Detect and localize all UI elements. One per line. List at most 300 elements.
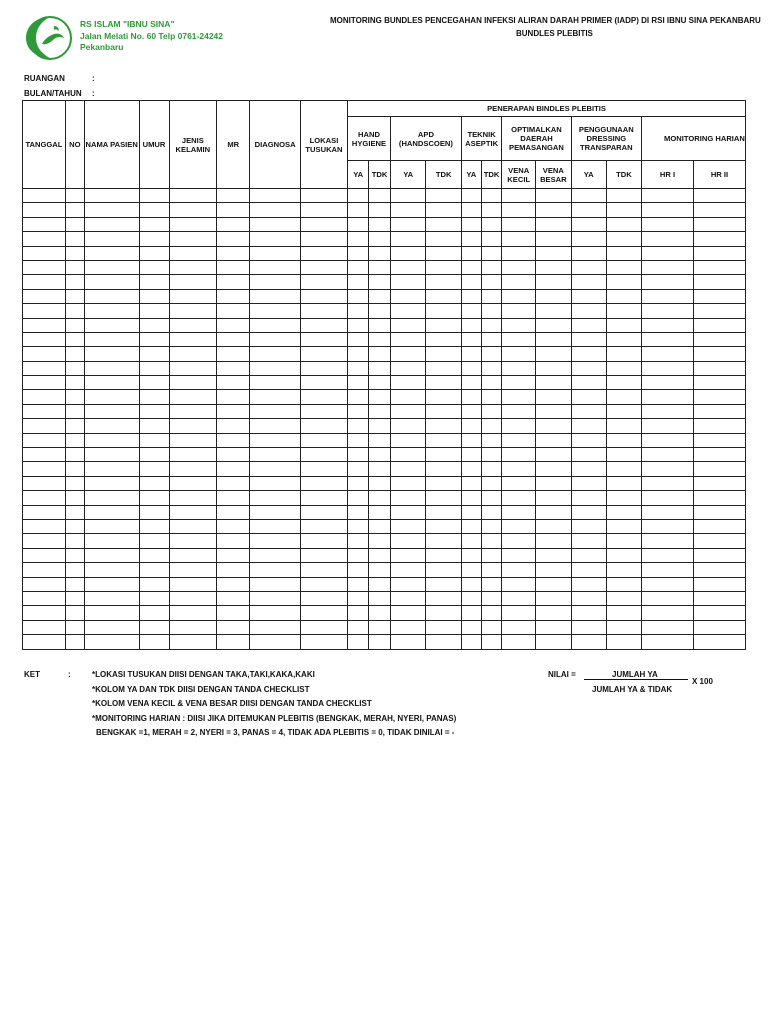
- table-cell[interactable]: [300, 203, 347, 217]
- table-cell[interactable]: [348, 577, 369, 591]
- table-cell[interactable]: [348, 491, 369, 505]
- table-cell[interactable]: [571, 448, 606, 462]
- table-cell[interactable]: [369, 246, 391, 260]
- table-cell[interactable]: [300, 505, 347, 519]
- table-cell[interactable]: [693, 519, 745, 533]
- table-cell[interactable]: [481, 476, 502, 490]
- table-cell[interactable]: [23, 318, 66, 332]
- table-cell[interactable]: [693, 419, 745, 433]
- table-cell[interactable]: [217, 246, 250, 260]
- table-cell[interactable]: [390, 390, 425, 404]
- table-cell[interactable]: [606, 606, 641, 620]
- table-cell[interactable]: [481, 563, 502, 577]
- table-cell[interactable]: [139, 606, 169, 620]
- table-cell[interactable]: [23, 606, 66, 620]
- table-cell[interactable]: [169, 304, 217, 318]
- table-cell[interactable]: [693, 246, 745, 260]
- table-cell[interactable]: [23, 491, 66, 505]
- table-cell[interactable]: [481, 548, 502, 562]
- table-cell[interactable]: [481, 620, 502, 634]
- table-cell[interactable]: [65, 275, 84, 289]
- table-cell[interactable]: [348, 404, 369, 418]
- table-cell[interactable]: [348, 289, 369, 303]
- table-cell[interactable]: [390, 189, 425, 203]
- table-cell[interactable]: [139, 505, 169, 519]
- table-cell[interactable]: [300, 318, 347, 332]
- table-cell[interactable]: [217, 548, 250, 562]
- table-cell[interactable]: [139, 390, 169, 404]
- table-cell[interactable]: [65, 246, 84, 260]
- table-cell[interactable]: [693, 635, 745, 649]
- table-cell[interactable]: [461, 620, 481, 634]
- table-cell[interactable]: [369, 448, 391, 462]
- table-cell[interactable]: [461, 232, 481, 246]
- table-cell[interactable]: [502, 491, 536, 505]
- table-cell[interactable]: [693, 189, 745, 203]
- table-cell[interactable]: [65, 304, 84, 318]
- table-cell[interactable]: [571, 505, 606, 519]
- table-cell[interactable]: [369, 635, 391, 649]
- table-cell[interactable]: [390, 433, 425, 447]
- table-cell[interactable]: [23, 591, 66, 605]
- table-cell[interactable]: [369, 404, 391, 418]
- table-cell[interactable]: [84, 289, 139, 303]
- table-cell[interactable]: [23, 232, 66, 246]
- table-cell[interactable]: [390, 563, 425, 577]
- table-cell[interactable]: [571, 232, 606, 246]
- table-cell[interactable]: [502, 390, 536, 404]
- table-cell[interactable]: [250, 419, 301, 433]
- table-cell[interactable]: [348, 476, 369, 490]
- table-cell[interactable]: [169, 361, 217, 375]
- table-cell[interactable]: [23, 246, 66, 260]
- table-cell[interactable]: [348, 448, 369, 462]
- table-cell[interactable]: [461, 448, 481, 462]
- table-cell[interactable]: [139, 548, 169, 562]
- table-cell[interactable]: [502, 260, 536, 274]
- table-cell[interactable]: [217, 577, 250, 591]
- table-cell[interactable]: [65, 203, 84, 217]
- table-cell[interactable]: [369, 390, 391, 404]
- table-cell[interactable]: [426, 404, 462, 418]
- table-cell[interactable]: [390, 620, 425, 634]
- table-cell[interactable]: [571, 260, 606, 274]
- table-cell[interactable]: [348, 232, 369, 246]
- table-cell[interactable]: [300, 563, 347, 577]
- table-cell[interactable]: [536, 260, 572, 274]
- table-cell[interactable]: [481, 246, 502, 260]
- table-cell[interactable]: [300, 189, 347, 203]
- table-cell[interactable]: [693, 577, 745, 591]
- table-cell[interactable]: [571, 548, 606, 562]
- table-cell[interactable]: [348, 361, 369, 375]
- table-cell[interactable]: [369, 419, 391, 433]
- table-cell[interactable]: [23, 534, 66, 548]
- table-cell[interactable]: [139, 347, 169, 361]
- table-cell[interactable]: [693, 606, 745, 620]
- table-cell[interactable]: [300, 534, 347, 548]
- table-cell[interactable]: [348, 203, 369, 217]
- table-cell[interactable]: [139, 519, 169, 533]
- table-cell[interactable]: [642, 361, 694, 375]
- table-cell[interactable]: [571, 318, 606, 332]
- table-cell[interactable]: [217, 347, 250, 361]
- table-cell[interactable]: [481, 347, 502, 361]
- table-cell[interactable]: [139, 534, 169, 548]
- table-cell[interactable]: [300, 404, 347, 418]
- table-cell[interactable]: [693, 433, 745, 447]
- table-cell[interactable]: [23, 462, 66, 476]
- table-cell[interactable]: [250, 591, 301, 605]
- table-cell[interactable]: [250, 347, 301, 361]
- table-cell[interactable]: [300, 433, 347, 447]
- table-cell[interactable]: [693, 390, 745, 404]
- table-cell[interactable]: [481, 275, 502, 289]
- table-cell[interactable]: [481, 635, 502, 649]
- table-cell[interactable]: [250, 433, 301, 447]
- table-cell[interactable]: [502, 246, 536, 260]
- table-cell[interactable]: [250, 203, 301, 217]
- table-cell[interactable]: [23, 304, 66, 318]
- table-cell[interactable]: [217, 289, 250, 303]
- table-cell[interactable]: [693, 289, 745, 303]
- table-cell[interactable]: [461, 332, 481, 346]
- table-cell[interactable]: [139, 332, 169, 346]
- table-cell[interactable]: [23, 404, 66, 418]
- table-cell[interactable]: [217, 189, 250, 203]
- table-cell[interactable]: [217, 404, 250, 418]
- table-cell[interactable]: [642, 620, 694, 634]
- table-cell[interactable]: [536, 390, 572, 404]
- table-cell[interactable]: [169, 332, 217, 346]
- table-cell[interactable]: [390, 476, 425, 490]
- table-cell[interactable]: [84, 563, 139, 577]
- table-cell[interactable]: [642, 534, 694, 548]
- table-cell[interactable]: [369, 260, 391, 274]
- table-cell[interactable]: [606, 491, 641, 505]
- table-cell[interactable]: [84, 318, 139, 332]
- table-cell[interactable]: [481, 419, 502, 433]
- table-cell[interactable]: [169, 189, 217, 203]
- table-cell[interactable]: [139, 462, 169, 476]
- table-cell[interactable]: [169, 246, 217, 260]
- table-cell[interactable]: [606, 505, 641, 519]
- table-cell[interactable]: [65, 189, 84, 203]
- table-cell[interactable]: [502, 548, 536, 562]
- table-cell[interactable]: [536, 577, 572, 591]
- table-cell[interactable]: [536, 246, 572, 260]
- table-cell[interactable]: [642, 476, 694, 490]
- table-cell[interactable]: [169, 433, 217, 447]
- table-cell[interactable]: [606, 246, 641, 260]
- table-cell[interactable]: [571, 577, 606, 591]
- table-cell[interactable]: [300, 548, 347, 562]
- table-cell[interactable]: [250, 189, 301, 203]
- table-cell[interactable]: [300, 419, 347, 433]
- table-cell[interactable]: [217, 390, 250, 404]
- table-cell[interactable]: [217, 476, 250, 490]
- table-cell[interactable]: [300, 591, 347, 605]
- table-cell[interactable]: [390, 332, 425, 346]
- table-cell[interactable]: [65, 505, 84, 519]
- table-cell[interactable]: [502, 534, 536, 548]
- table-cell[interactable]: [461, 361, 481, 375]
- table-cell[interactable]: [693, 476, 745, 490]
- table-cell[interactable]: [461, 189, 481, 203]
- table-cell[interactable]: [65, 476, 84, 490]
- table-cell[interactable]: [84, 390, 139, 404]
- table-cell[interactable]: [369, 519, 391, 533]
- table-cell[interactable]: [348, 318, 369, 332]
- table-cell[interactable]: [481, 332, 502, 346]
- table-cell[interactable]: [571, 347, 606, 361]
- table-cell[interactable]: [369, 548, 391, 562]
- table-cell[interactable]: [369, 217, 391, 231]
- table-cell[interactable]: [390, 519, 425, 533]
- table-cell[interactable]: [139, 217, 169, 231]
- table-cell[interactable]: [169, 476, 217, 490]
- table-cell[interactable]: [300, 577, 347, 591]
- table-cell[interactable]: [169, 275, 217, 289]
- table-cell[interactable]: [23, 260, 66, 274]
- table-cell[interactable]: [571, 433, 606, 447]
- table-cell[interactable]: [65, 591, 84, 605]
- table-cell[interactable]: [250, 361, 301, 375]
- table-cell[interactable]: [250, 548, 301, 562]
- table-cell[interactable]: [139, 318, 169, 332]
- table-cell[interactable]: [481, 448, 502, 462]
- table-cell[interactable]: [250, 577, 301, 591]
- table-cell[interactable]: [250, 635, 301, 649]
- table-cell[interactable]: [693, 534, 745, 548]
- table-cell[interactable]: [461, 304, 481, 318]
- table-cell[interactable]: [536, 203, 572, 217]
- table-cell[interactable]: [642, 404, 694, 418]
- table-cell[interactable]: [502, 203, 536, 217]
- table-cell[interactable]: [606, 433, 641, 447]
- table-cell[interactable]: [536, 419, 572, 433]
- table-cell[interactable]: [693, 318, 745, 332]
- table-cell[interactable]: [169, 548, 217, 562]
- table-cell[interactable]: [461, 491, 481, 505]
- table-cell[interactable]: [390, 260, 425, 274]
- table-cell[interactable]: [502, 462, 536, 476]
- table-cell[interactable]: [390, 505, 425, 519]
- table-cell[interactable]: [300, 260, 347, 274]
- table-cell[interactable]: [300, 390, 347, 404]
- table-cell[interactable]: [426, 462, 462, 476]
- table-cell[interactable]: [390, 289, 425, 303]
- table-cell[interactable]: [390, 347, 425, 361]
- table-cell[interactable]: [348, 591, 369, 605]
- table-cell[interactable]: [693, 620, 745, 634]
- table-cell[interactable]: [642, 189, 694, 203]
- table-cell[interactable]: [461, 390, 481, 404]
- table-cell[interactable]: [348, 246, 369, 260]
- table-cell[interactable]: [426, 318, 462, 332]
- table-cell[interactable]: [536, 606, 572, 620]
- table-cell[interactable]: [606, 577, 641, 591]
- table-cell[interactable]: [390, 534, 425, 548]
- table-cell[interactable]: [502, 519, 536, 533]
- table-cell[interactable]: [642, 433, 694, 447]
- table-cell[interactable]: [348, 332, 369, 346]
- table-cell[interactable]: [217, 635, 250, 649]
- table-cell[interactable]: [426, 635, 462, 649]
- table-cell[interactable]: [461, 606, 481, 620]
- table-cell[interactable]: [348, 635, 369, 649]
- table-cell[interactable]: [642, 577, 694, 591]
- table-cell[interactable]: [390, 246, 425, 260]
- table-cell[interactable]: [84, 476, 139, 490]
- table-cell[interactable]: [426, 476, 462, 490]
- table-cell[interactable]: [348, 260, 369, 274]
- table-cell[interactable]: [169, 404, 217, 418]
- table-cell[interactable]: [348, 505, 369, 519]
- table-cell[interactable]: [300, 462, 347, 476]
- table-cell[interactable]: [84, 462, 139, 476]
- table-cell[interactable]: [536, 275, 572, 289]
- table-cell[interactable]: [23, 390, 66, 404]
- table-cell[interactable]: [250, 448, 301, 462]
- table-cell[interactable]: [426, 491, 462, 505]
- table-cell[interactable]: [481, 390, 502, 404]
- table-cell[interactable]: [461, 476, 481, 490]
- table-cell[interactable]: [84, 606, 139, 620]
- table-cell[interactable]: [23, 563, 66, 577]
- table-cell[interactable]: [369, 606, 391, 620]
- table-cell[interactable]: [426, 606, 462, 620]
- table-cell[interactable]: [369, 462, 391, 476]
- table-cell[interactable]: [217, 332, 250, 346]
- table-cell[interactable]: [606, 390, 641, 404]
- table-cell[interactable]: [536, 534, 572, 548]
- table-cell[interactable]: [23, 519, 66, 533]
- table-cell[interactable]: [23, 332, 66, 346]
- table-cell[interactable]: [348, 376, 369, 390]
- table-cell[interactable]: [300, 476, 347, 490]
- table-cell[interactable]: [693, 548, 745, 562]
- table-cell[interactable]: [84, 491, 139, 505]
- table-cell[interactable]: [536, 491, 572, 505]
- table-cell[interactable]: [461, 260, 481, 274]
- table-cell[interactable]: [571, 419, 606, 433]
- table-cell[interactable]: [693, 404, 745, 418]
- table-cell[interactable]: [369, 318, 391, 332]
- table-cell[interactable]: [390, 232, 425, 246]
- table-cell[interactable]: [139, 304, 169, 318]
- table-cell[interactable]: [217, 505, 250, 519]
- table-cell[interactable]: [502, 376, 536, 390]
- table-cell[interactable]: [65, 232, 84, 246]
- table-cell[interactable]: [390, 548, 425, 562]
- table-cell[interactable]: [571, 304, 606, 318]
- table-cell[interactable]: [65, 462, 84, 476]
- table-cell[interactable]: [502, 318, 536, 332]
- table-cell[interactable]: [461, 217, 481, 231]
- table-cell[interactable]: [250, 462, 301, 476]
- table-cell[interactable]: [84, 548, 139, 562]
- table-cell[interactable]: [502, 347, 536, 361]
- table-cell[interactable]: [642, 232, 694, 246]
- table-cell[interactable]: [642, 376, 694, 390]
- table-cell[interactable]: [693, 275, 745, 289]
- table-cell[interactable]: [65, 419, 84, 433]
- table-cell[interactable]: [502, 332, 536, 346]
- table-cell[interactable]: [169, 419, 217, 433]
- table-cell[interactable]: [536, 462, 572, 476]
- table-cell[interactable]: [84, 189, 139, 203]
- table-cell[interactable]: [348, 519, 369, 533]
- table-cell[interactable]: [300, 246, 347, 260]
- table-cell[interactable]: [461, 519, 481, 533]
- table-cell[interactable]: [65, 491, 84, 505]
- table-cell[interactable]: [65, 390, 84, 404]
- table-cell[interactable]: [169, 347, 217, 361]
- table-cell[interactable]: [536, 404, 572, 418]
- table-cell[interactable]: [169, 318, 217, 332]
- table-cell[interactable]: [169, 563, 217, 577]
- table-cell[interactable]: [642, 347, 694, 361]
- table-cell[interactable]: [84, 448, 139, 462]
- table-cell[interactable]: [426, 563, 462, 577]
- table-cell[interactable]: [217, 232, 250, 246]
- table-cell[interactable]: [461, 404, 481, 418]
- table-cell[interactable]: [536, 591, 572, 605]
- table-cell[interactable]: [65, 217, 84, 231]
- table-cell[interactable]: [65, 289, 84, 303]
- table-cell[interactable]: [642, 448, 694, 462]
- table-cell[interactable]: [606, 563, 641, 577]
- table-cell[interactable]: [369, 577, 391, 591]
- table-cell[interactable]: [217, 419, 250, 433]
- table-cell[interactable]: [217, 275, 250, 289]
- table-cell[interactable]: [481, 232, 502, 246]
- table-cell[interactable]: [84, 635, 139, 649]
- table-cell[interactable]: [300, 620, 347, 634]
- table-cell[interactable]: [369, 491, 391, 505]
- table-cell[interactable]: [84, 534, 139, 548]
- table-cell[interactable]: [693, 232, 745, 246]
- table-cell[interactable]: [502, 448, 536, 462]
- table-cell[interactable]: [642, 462, 694, 476]
- table-cell[interactable]: [606, 591, 641, 605]
- table-cell[interactable]: [426, 260, 462, 274]
- table-cell[interactable]: [571, 246, 606, 260]
- table-cell[interactable]: [536, 318, 572, 332]
- table-cell[interactable]: [502, 606, 536, 620]
- table-cell[interactable]: [571, 620, 606, 634]
- table-cell[interactable]: [571, 462, 606, 476]
- table-cell[interactable]: [169, 376, 217, 390]
- table-cell[interactable]: [84, 620, 139, 634]
- table-cell[interactable]: [642, 318, 694, 332]
- table-cell[interactable]: [502, 289, 536, 303]
- table-cell[interactable]: [426, 246, 462, 260]
- table-cell[interactable]: [426, 289, 462, 303]
- table-cell[interactable]: [606, 376, 641, 390]
- table-cell[interactable]: [250, 404, 301, 418]
- table-cell[interactable]: [84, 332, 139, 346]
- table-cell[interactable]: [65, 404, 84, 418]
- table-cell[interactable]: [369, 591, 391, 605]
- table-cell[interactable]: [606, 203, 641, 217]
- table-cell[interactable]: [571, 217, 606, 231]
- table-cell[interactable]: [502, 189, 536, 203]
- table-cell[interactable]: [139, 232, 169, 246]
- table-cell[interactable]: [461, 433, 481, 447]
- table-cell[interactable]: [84, 304, 139, 318]
